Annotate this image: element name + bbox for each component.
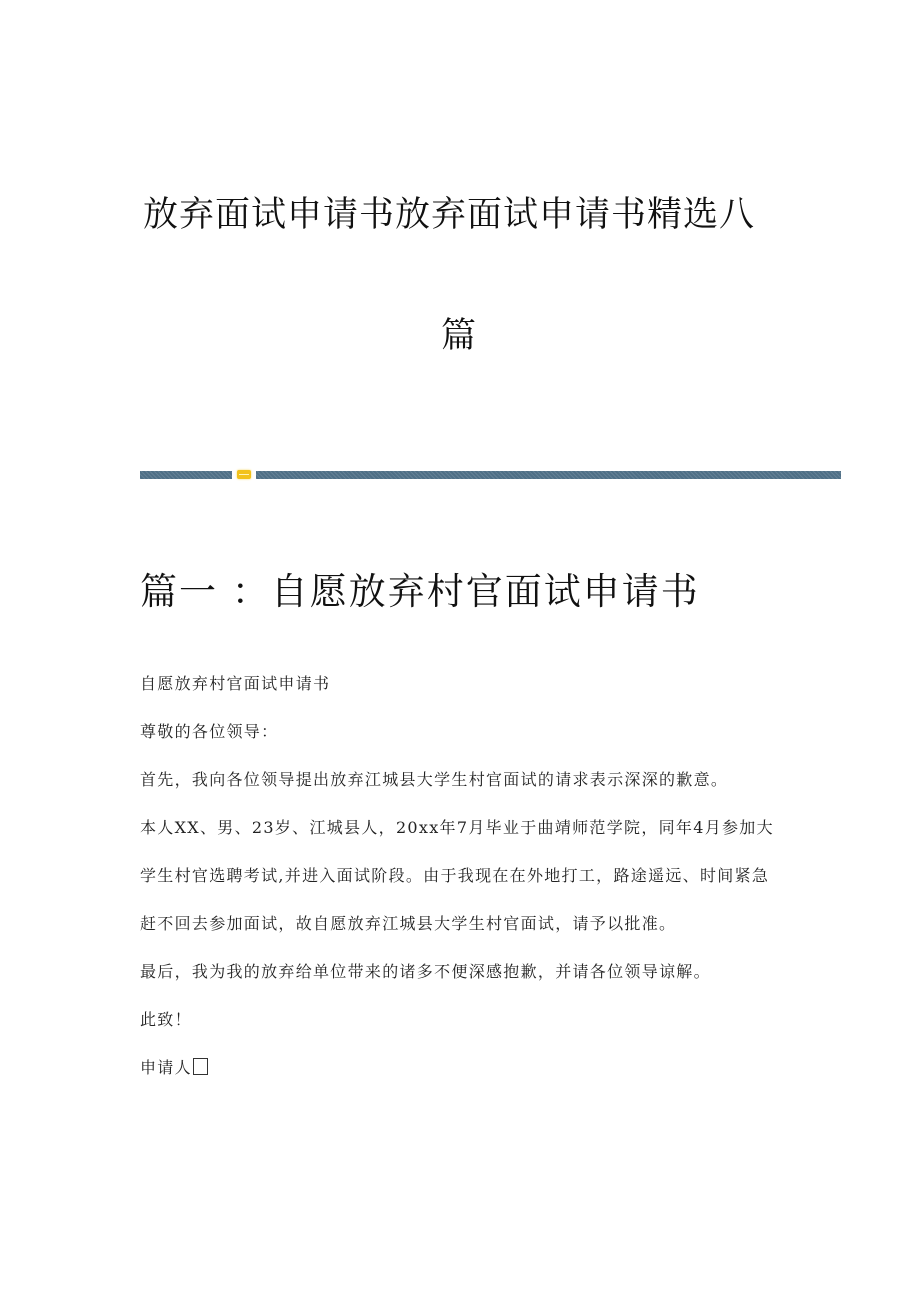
letter-subtitle: 自愿放弃村官面试申请书 [140,674,331,693]
letter-signature [140,1056,780,1080]
document-title-line-1: 放弃面试申请书放弃面试申请书精选八 [143,195,756,235]
divider-bar-right [256,471,841,479]
letter-paragraph: 本人XX、男、23岁、江城县人，20xx年7月毕业于曲靖师范学院，同年4月参加大学生村官选聘考试,并进入面试阶段。由于我现在在外地打工，路途遥远、时间紧急赶不回去参加面试，故自愿放弃江城县大学生村官面试，请予以批准。 [140,818,774,933]
letter-closing: 此致！ [140,1010,192,1029]
section-heading: 篇一 ：自愿放弃村官面试申请书 [140,570,700,613]
letter-paragraph: 首先，我向各位领导提出放弃江城县大学生村官面试的请求表示深深的歉意。 [140,770,729,789]
document-title-line-2: 篇 [441,316,478,356]
letter-paragraph: 最后，我为我的放弃给单位带来的诸多不便深感抱歉，并请各位领导谅解。 [140,962,711,981]
divider-bar-left [140,471,232,479]
letter-salutation: 尊敬的各位领导： [140,722,279,741]
letter-body [140,672,780,1104]
missing-glyph-box-icon [193,1058,208,1075]
signature-label: 申请人 [140,1058,192,1077]
divider-badge-icon [237,470,251,479]
